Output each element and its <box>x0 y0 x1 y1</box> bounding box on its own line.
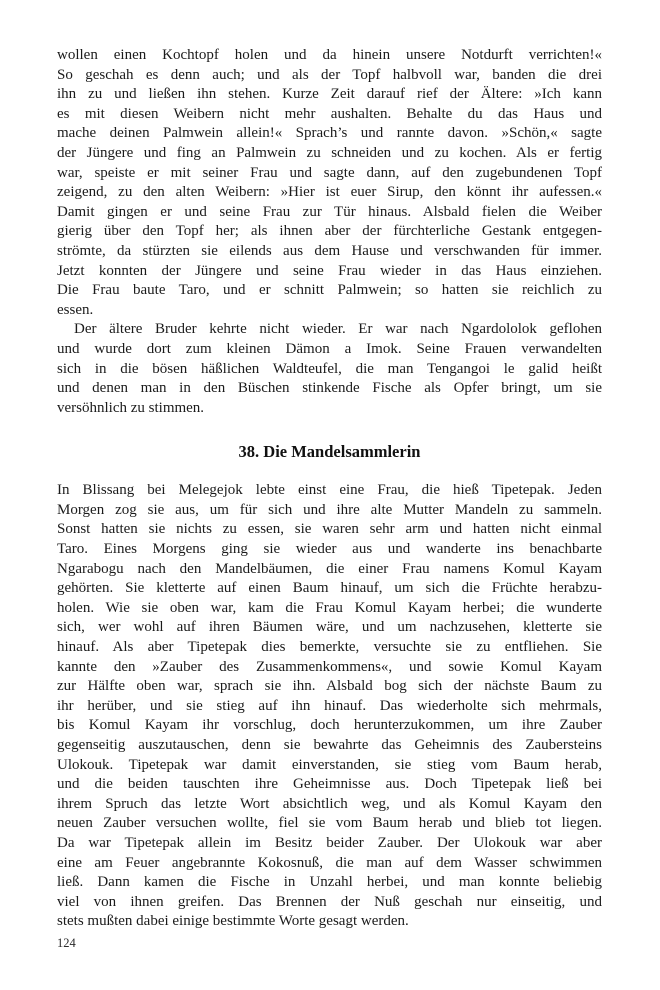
text-line: der Jüngere und fing an Palmwein zu schneiden und zu kochen. Als er fertig <box>57 144 602 161</box>
text-line: bis Komul Kayam ihr vorschlug, doch herunterzukommen, um ihre Zauber <box>57 717 602 734</box>
text-line: ihrem Spruch das letzte Wort absichtlich weg, und als Komul Kayam den <box>57 795 602 812</box>
text-line: hinauf. Als aber Tipetepak dies bemerkte, versuchte sie zu entfliehen. Sie <box>57 639 602 656</box>
text-line: gegenseitig auszutauschen, denn sie bewahrte das Geheimnis des Zaubersteins <box>57 737 602 753</box>
text-line: Da war Tipetepak allein im Besitz beider Zauber. Der Ulokouk war aber <box>57 834 602 851</box>
text-line: und wurde dort zum kleinen Dämon a Imok. Seine Frauen verwandelten <box>57 340 602 357</box>
text-line: Morgen zog sie aus, um für sich und ihre alte Mutter Mandeln zu sammeln. <box>57 501 602 518</box>
text-line: eine am Feuer angebrannte Kokosnuß, die man auf dem Wasser schwimmen <box>57 854 602 871</box>
text-line: versöhnlich zu stimmen. <box>57 399 205 416</box>
section-heading: 38. Die Mandelsammlerin <box>238 442 421 462</box>
text-line: sich, wer wohl auf ihren Bäumen wäre, und um nachzusehen, kletterte sie <box>57 619 602 636</box>
text-line: war, speiste er mit seiner Frau und sagte dann, auf den zugebundenen Topf <box>57 164 602 181</box>
text-line: Ulokouk. Tipetepak war damit einverstanden, sie stieg vom Baum herab, <box>57 756 602 773</box>
text-line: wollen einen Kochtopf holen und da hinein unsere Notdurft verrichten!« <box>57 47 602 63</box>
text-line: sich in die bösen häßlichen Waldteufel, die man Tengangoi le galid heißt <box>57 360 602 377</box>
text-line: ließ. Dann kamen die Fische in Unzahl herbei, und man konnte beliebig <box>57 874 602 891</box>
text-line: Der ältere Bruder kehrte nicht wieder. Er war nach Ngardololok geflohen <box>74 321 602 338</box>
text-line: Damit gingen er und seine Frau zur Tür hinaus. Alsbald fielen die Weiber <box>57 203 602 220</box>
text-line: Ngarabogu nach den Mandelbäumen, die einer Frau namens Komul Kayam <box>57 560 602 577</box>
text-line: zeigend, zu den alten Weibern: »Hier ist euer Sirup, den könnt ihr aufessen.« <box>57 184 602 201</box>
text-line: holen. Wie sie oben war, kam die Frau Komul Kayam herbei; die wunderte <box>57 599 602 616</box>
text-line: Jetzt konnten der Jüngere und seine Frau wieder in das Haus einziehen. <box>57 262 602 279</box>
text-line: So geschah es denn auch; und als der Topf halbvoll war, banden die drei <box>57 66 602 83</box>
text-line: strömte, da stürzten sie eilends aus dem Hause und verschwanden für immer. <box>57 242 602 259</box>
text-line: essen. <box>57 301 94 318</box>
text-line: mache deinen Palmwein allein!« Sprach’s und rannte davon. »Schön,« sagte <box>57 125 602 142</box>
text-line: und die beiden tauschten ihre Geheimnisse aus. Doch Tipetepak ließ bei <box>57 776 602 793</box>
text-line: In Blissang bei Melegejok lebte einst eine Frau, die hieß Tipetepak. Jeden <box>57 482 602 499</box>
text-line: gierig über den Topf her; als ihnen aber der fürchterliche Gestank entgegen- <box>57 223 602 240</box>
text-line: Taro. Eines Morgens ging sie wieder aus und wanderte ins benachbarte <box>57 541 602 558</box>
text-line: stets mußten dabei einige bestimmte Worte gesagt werden. <box>57 913 409 930</box>
paragraph-new-story <box>57 481 602 932</box>
text-line: kannte den »Zauber des Zusammenkommens«, und sowie Komul Kayam <box>57 658 602 675</box>
paragraph-epilogue <box>57 320 602 418</box>
text-block <box>57 46 602 932</box>
paragraph-story-end <box>57 46 602 320</box>
text-line: gehörten. Sie kletterte auf einen Baum hinauf, um sich die Früchte herabzu- <box>57 580 602 597</box>
text-line: es mit diesen Weibern nicht mehr aushalten. Behalte du das Haus und <box>57 105 602 122</box>
text-line: Sonst hatten sie nichts zu essen, sie waren sehr arm und hatten nicht einmal <box>57 521 602 538</box>
page-number: 124 <box>57 936 76 950</box>
text-line: ihr herüber, und sie stieg auf ihn hinauf. Das wiederholte sich mehrmals, <box>57 697 602 714</box>
text-line: ihn zu und ließen ihn stehen. Kurze Zeit darauf rief der Ältere: »Ich kann <box>57 86 602 103</box>
text-line: zur Hälfte oben war, sprach sie ihn. Alsbald bog sich der nächste Baum zu <box>57 678 602 695</box>
text-line: neuen Zauber versuchen wollte, fiel sie vom Baum herab und blieb tot liegen. <box>57 815 602 832</box>
text-line: viel von ihnen greifen. Das Brennen der Nuß geschah nur einseitig, und <box>57 893 602 910</box>
text-line: Die Frau baute Taro, und er schnitt Palmwein; so hatten sie reichlich zu <box>57 282 602 299</box>
text-line: und denen man in den Büschen stinkende Fische als Opfer bringt, um sie <box>57 380 602 397</box>
